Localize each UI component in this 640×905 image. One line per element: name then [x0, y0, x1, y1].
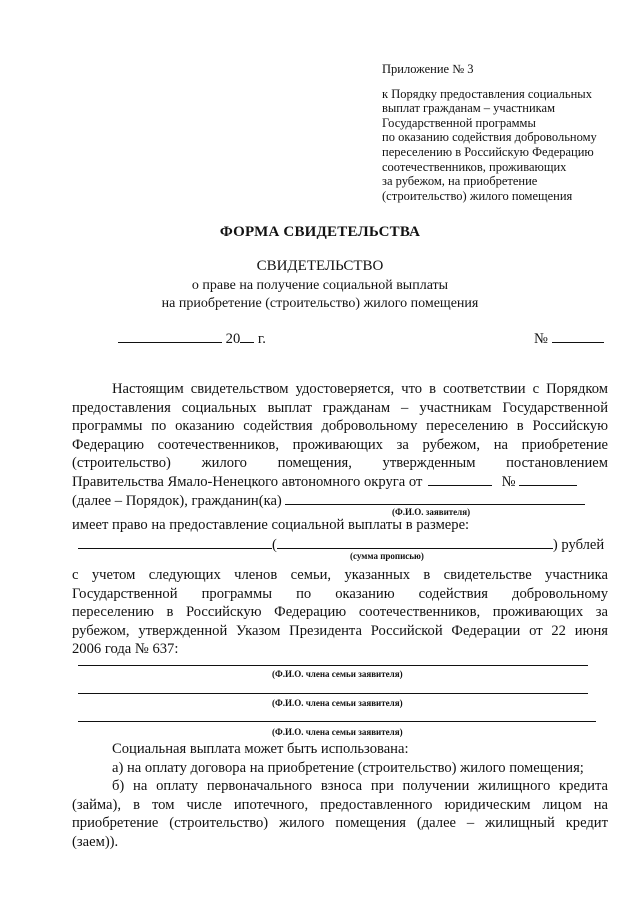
year-blank[interactable] [240, 330, 254, 343]
text-line-resolution [72, 473, 608, 492]
resolution-number-blank[interactable] [519, 473, 577, 486]
caption-family-member: (Ф.И.О. члена семьи заявителя) [272, 669, 403, 679]
text-line: переселению в Российскую Федерацию соотечественников, проживающих за [72, 604, 608, 621]
resolution-text: Правительства Ямало-Ненецкого автономного округа от [72, 473, 423, 490]
text-line: программы по оказанию содействия добровольному переселению в Российскую [72, 418, 608, 435]
usage-b-line: (займа), в том числе ипотечного, предоставленного юридическим лицом на [72, 796, 608, 813]
text-line: с учетом следующих членов семьи, указанных в свидетельстве участника [72, 567, 608, 583]
family-member-line[interactable] [78, 721, 596, 722]
appendix-line: за рубежом, на приобретение [382, 174, 538, 189]
appendix-header [382, 62, 597, 203]
date-line [118, 330, 266, 348]
usage-a: а) на оплату договора на приобретение (строительство) жилого помещения; [112, 759, 584, 776]
text-line: рубежом, утвержденной Указом Президента Российской Федерации от 22 июня [72, 622, 608, 639]
certificate-title: СВИДЕТЕЛЬСТВО [256, 258, 384, 274]
amount-close: ) рублей [552, 537, 605, 553]
paragraph-main [72, 380, 608, 510]
appendix-line: соотечественников, проживающих [382, 159, 567, 174]
date-blank[interactable] [118, 330, 222, 343]
paragraph-family [72, 566, 608, 659]
caption-family-member: (Ф.И.О. члена семьи заявителя) [272, 698, 403, 708]
caption-family-member: (Ф.И.О. члена семьи заявителя) [272, 727, 403, 737]
entitled-line [72, 516, 608, 535]
amount-line [78, 536, 604, 554]
text-line: (строительство) жилого помещения, утвержденным постановлением [72, 455, 608, 472]
entitled-text: имеет право на предоставление социальной выплаты в размере: [72, 517, 470, 533]
number-sign: № [534, 331, 548, 347]
certificate-subtitle-1: о праве на получение социальной выплаты [191, 278, 449, 293]
number-line [534, 330, 604, 348]
caption-applicant: (Ф.И.О. заявителя) [392, 507, 471, 517]
appendix-line: выплат гражданам – участникам [382, 101, 555, 116]
resolution-date-blank[interactable] [428, 473, 492, 486]
text-line-citizen [72, 492, 608, 511]
appendix-number: Приложение № 3 [382, 62, 474, 76]
text-line: Государственной программы по оказанию содействия добровольному [72, 585, 608, 602]
appendix-line: по оказанию содействия добровольному [382, 130, 597, 145]
number-blank[interactable] [552, 330, 604, 343]
amount-number-blank[interactable] [78, 536, 272, 549]
usage-b-line: (заем)). [72, 833, 119, 850]
caption-amount: (сумма прописью) [350, 551, 424, 561]
text-line: предоставления социальных выплат гражданам – участникам Государственной [72, 399, 608, 416]
form-title: ФОРМА СВИДЕТЕЛЬСТВА [219, 224, 421, 240]
usage-section [72, 740, 608, 852]
appendix-line: к Порядку предоставления социальных [382, 86, 592, 101]
text-line: Настоящим свидетельством удостоверяется, что в соответствии с Порядком [112, 381, 608, 397]
appendix-line: (строительство) жилого помещения [382, 188, 573, 203]
amount-words-blank[interactable] [277, 536, 553, 549]
certificate-subtitle-2: на приобретение (строительство) жилого помещения [161, 296, 479, 311]
family-member-line[interactable] [78, 665, 588, 666]
applicant-name-blank[interactable] [285, 492, 585, 505]
text-line: 2006 года № 637: [72, 641, 179, 658]
appendix-line: Государственной программы [382, 115, 536, 130]
citizen-text: (далее – Порядок), гражданин(ка) [72, 492, 282, 509]
year-prefix: 20 [225, 331, 241, 347]
year-suffix: г. [257, 331, 266, 347]
resolution-number-sign: № [501, 473, 516, 490]
usage-b-line: б) на оплату первоначального взноса при получении жилищного кредита [112, 778, 608, 795]
usage-b-line: приобретение (строительство) жилого помещения (далее – жилищный кредит [72, 815, 608, 832]
appendix-line: переселению в Российскую Федерацию [382, 144, 594, 159]
family-member-line[interactable] [78, 693, 588, 694]
amount-open: ( [272, 537, 277, 553]
text-line: Федерацию соотечественников, проживающих за рубежом, на приобретение [72, 436, 608, 453]
usage-intro: Социальная выплата может быть использована: [112, 741, 409, 757]
